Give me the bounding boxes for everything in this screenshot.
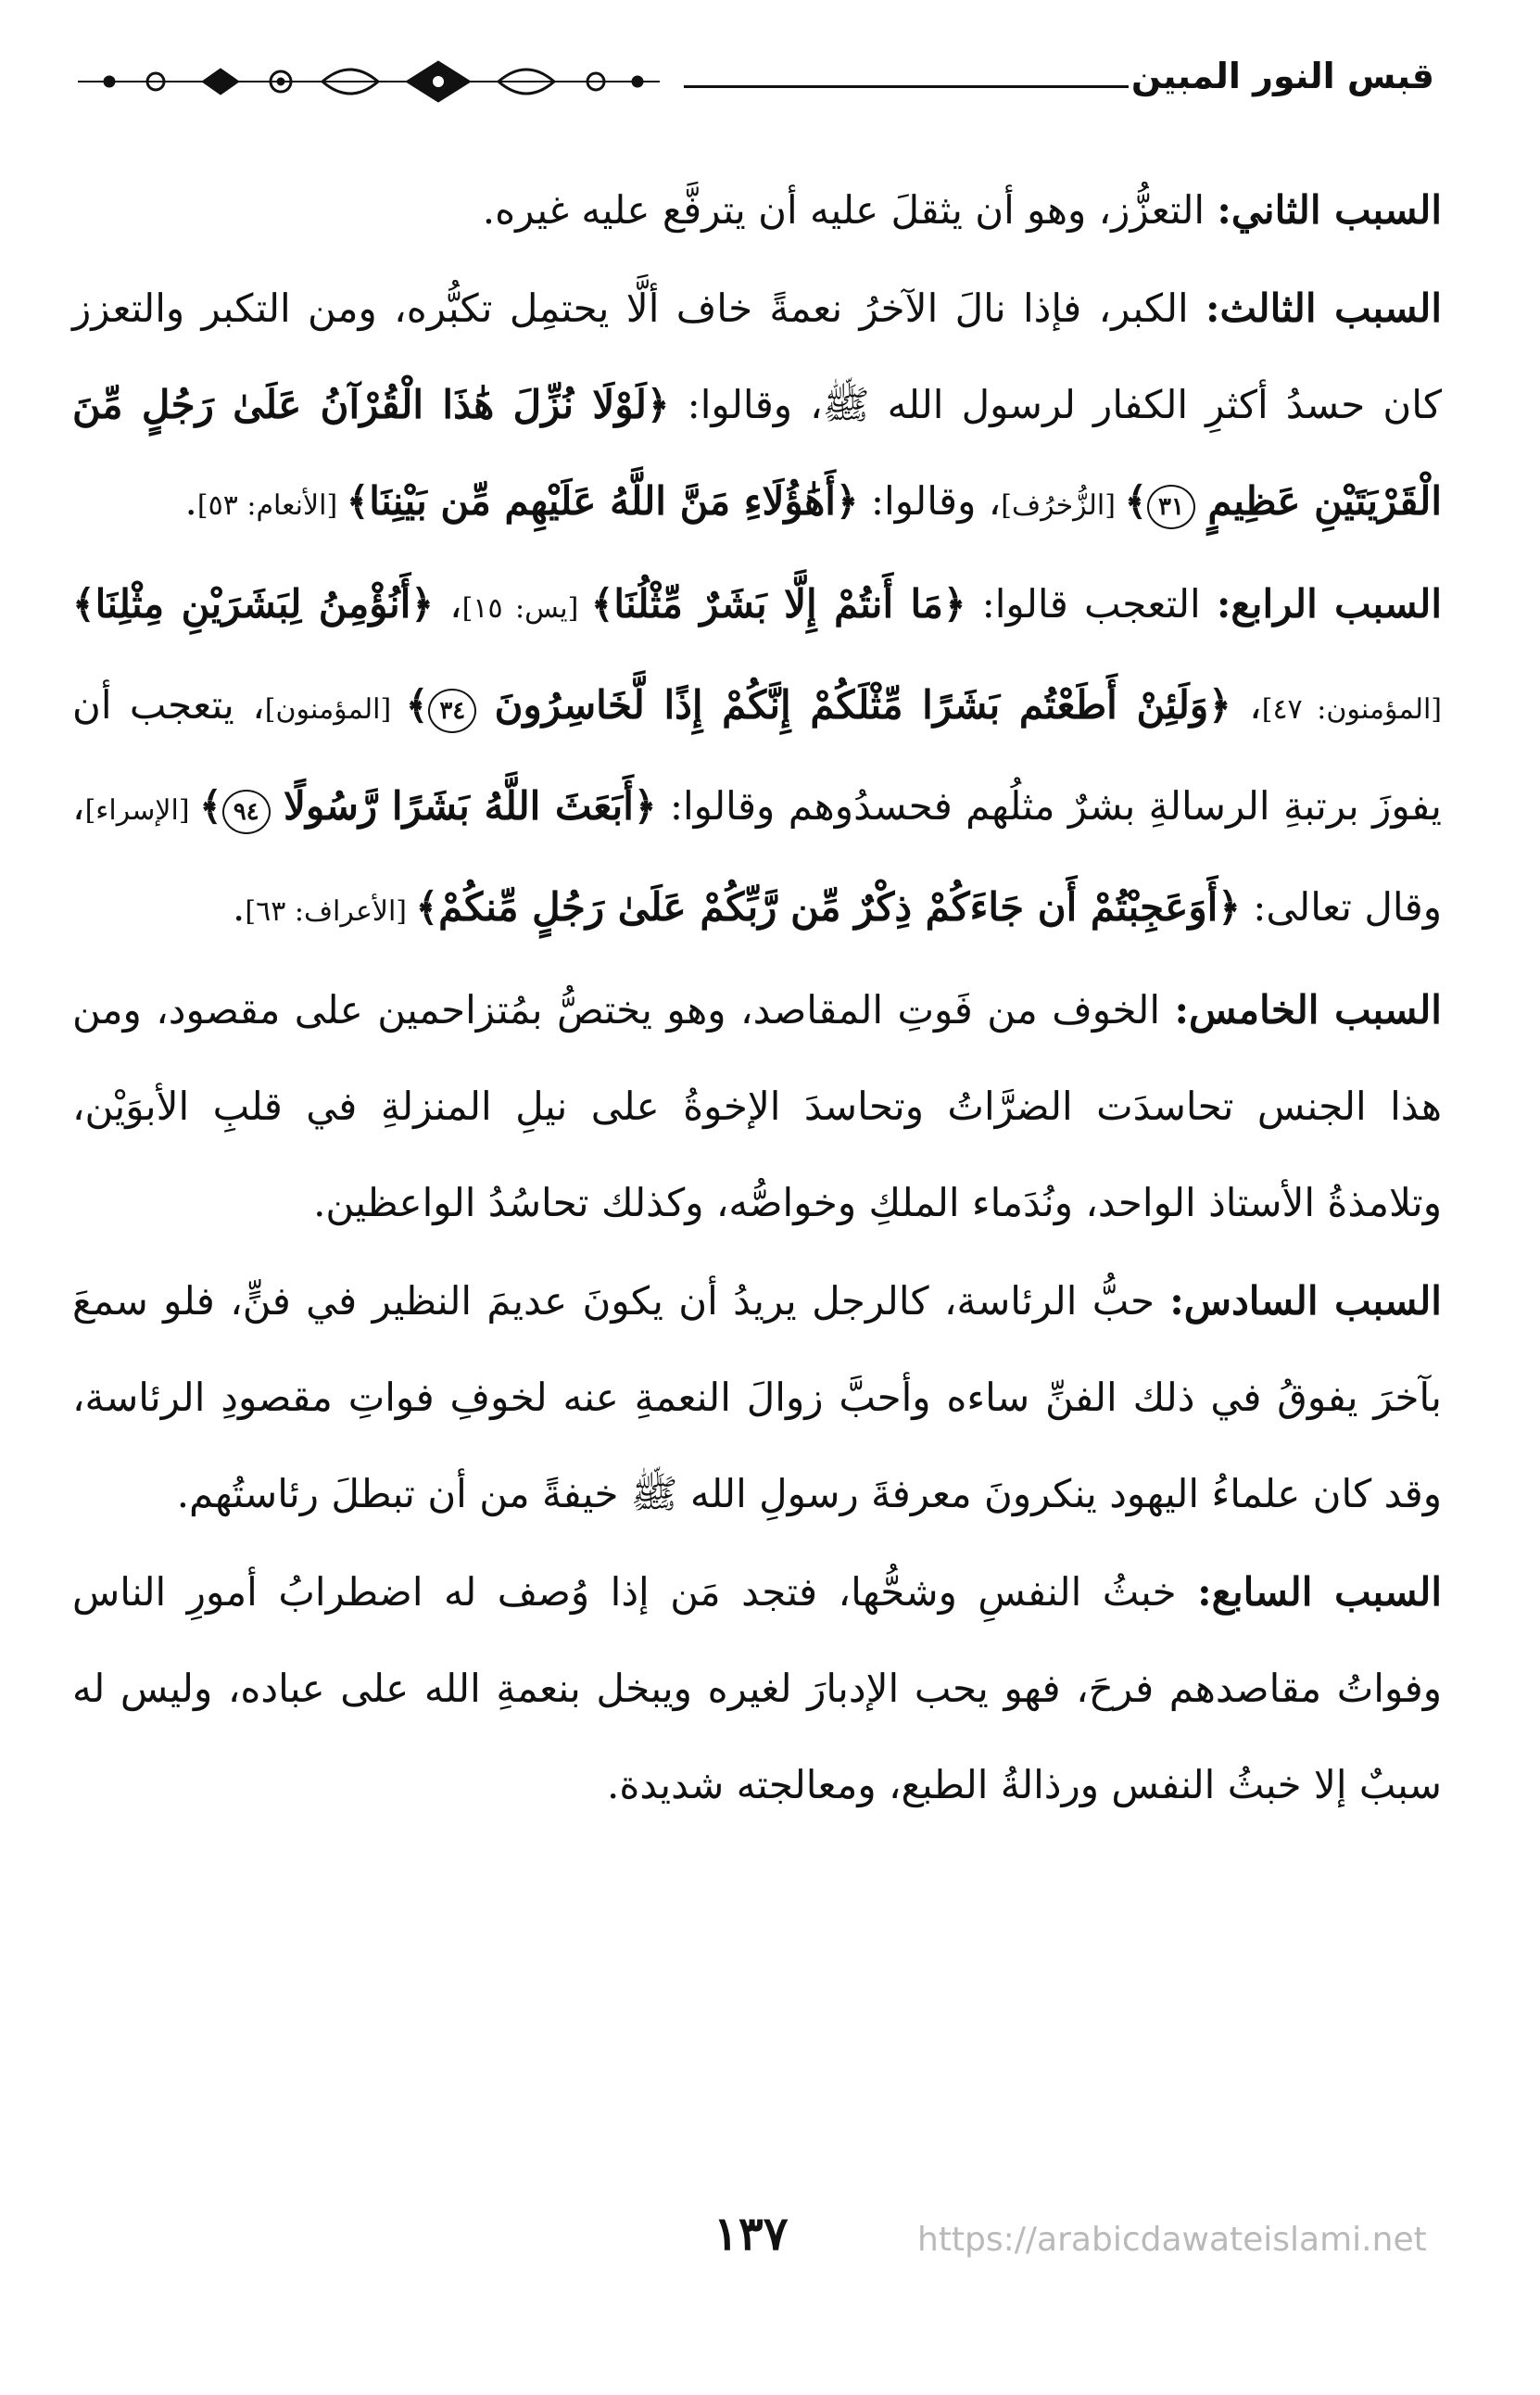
- paragraph-text: ،: [433, 581, 462, 627]
- paragraph-text: ، وقال تعالى:: [72, 783, 1442, 930]
- paragraph-reason-3: [72, 260, 1442, 554]
- paragraph-text: التعجب قالوا:: [966, 581, 1217, 627]
- paragraph-text: الخوف من فَوتِ المقاصد، وهو يختصُّ بمُتزاحمين على مقصود، ومن هذا الجنس تحاسدَت الضرَّاتُ وتحاسدَ الإخوةُ على نيلِ المنزلةِ في قلبِ الأبوَيْن، وتلامذةُ الأستاذ الواحد، ونُدَماء الملكِ وخواصُّه، وكذلك تحاسُدُ الواعظين.: [72, 987, 1442, 1225]
- reason-label: السبب الخامس:: [1174, 987, 1442, 1033]
- reason-label: السبب السابع:: [1197, 1569, 1443, 1615]
- reason-label: السبب السادس:: [1169, 1278, 1442, 1324]
- page-header: [72, 48, 1434, 122]
- quran-verse: ﴿أَبَعَثَ اللَّهُ بَشَرًا رَّسُولًا: [284, 783, 657, 829]
- verse-reference: [يس: ١٥]: [461, 592, 591, 625]
- watermark-url: https://arabicdawateislami.net: [917, 2221, 1427, 2259]
- paragraph-text: حبُّ الرئاسة، كالرجل يريدُ أن يكونَ عديمَ النظير في فنٍّ، فلو سمعَ بآخرَ يفوقُ في ذلك الفنِّ ساءه وأحبَّ زوالَ النعمةِ عنه لخوفِ فواتِ مقصودِ الرئاسة، وقد كان علماءُ اليهود ينكرونَ معرفةَ رسولِ الله ﷺ خيفةً من أن تبطلَ رئاستُهم.: [72, 1278, 1442, 1516]
- header-rule: [684, 85, 1129, 88]
- page-number: ١٣٧: [713, 2206, 789, 2261]
- verse-reference: [المؤمنون]: [264, 693, 406, 726]
- quran-verse: ﴿أَنُؤْمِنُ لِبَشَرَيْنِ مِثْلِنَا﴾: [72, 581, 434, 627]
- quran-verse: ﴿أَوَعَجِبْتُمْ أَن جَاءَكُمْ ذِكْرٌ مِّن رَّبِّكُمْ عَلَىٰ رَجُلٍ مِّنكُمْ﴾: [415, 884, 1241, 930]
- verse-reference: [الإسراء]: [84, 794, 200, 827]
- quran-bracket: ﴾: [405, 682, 429, 728]
- verse-reference: [الزُّخرُف]: [1001, 489, 1125, 522]
- quran-verse: ﴿مَا أَنتُمْ إِلَّا بَشَرٌ مِّثْلُنَا﴾: [590, 581, 966, 627]
- paragraph-reason-6: [72, 1253, 1442, 1542]
- paragraph-text: التعزُّز، وهو أن يثقلَ عليه أن يترفَّع عليه غيره.: [482, 187, 1218, 233]
- paragraph-text: .: [233, 884, 246, 930]
- quran-bracket: ﴾: [199, 783, 222, 829]
- ayah-number: ٩٤: [222, 790, 271, 834]
- quran-verse: ﴿لَوْلَا نُزِّلَ هَٰذَا الْقُرْآنُ عَلَىٰ رَجُلٍ مِّنَ الْقَرْيَتَيْنِ عَظِيمٍ: [72, 382, 1442, 524]
- ayah-number: ٣١: [1147, 485, 1195, 529]
- paragraph-text: .: [184, 478, 197, 524]
- reason-label: السبب الثالث:: [1205, 285, 1443, 331]
- paragraph-reason-4: [72, 556, 1442, 960]
- paragraph-reason-2: [72, 162, 1442, 259]
- page-body: [72, 162, 1442, 1835]
- quran-verse: ﴿وَلَئِنْ أَطَعْتُم بَشَرًا مِّثْلَكُمْ إِنَّكُمْ إِذًا لَّخَاسِرُونَ: [494, 682, 1231, 728]
- paragraph-text: خبثُ النفسِ وشحُّها، فتجد مَن إذا وُصف له اضطرابُ أمورِ الناس وفواتُ مقاصدهم فرحَ، فهو يحب الإدبارَ لغيره ويبخل بنعمةِ الله على عباده، وليس له سببٌ إلا خبثُ النفس ورذالةُ الطبع، ومعالجته شديدة.: [72, 1569, 1442, 1807]
- paragraph-text: الكبر، فإذا نالَ الآخرُ نعمةً خاف ألَّا يحتمِل تكبُّره، ومن التكبر والتعزز كان حسدُ أكثرِ الكفار لرسول الله ﷺ، وقالوا:: [72, 285, 1442, 427]
- verse-reference: [المؤمنون: ٤٧]: [1261, 693, 1443, 726]
- verse-reference: [الأعراف: ٦٣]: [245, 895, 416, 928]
- paragraph-text: ، وقالوا:: [858, 478, 1002, 524]
- paragraph-text: ، يتعجب أن يفوزَ برتبةِ الرسالةِ بشرٌ مثلُهم فحسدُوهم وقالوا:: [72, 682, 1442, 829]
- header-ornament-icon: [72, 54, 665, 109]
- paragraph-text: ،: [1231, 682, 1262, 728]
- quran-bracket: ﴾: [1124, 478, 1148, 524]
- paragraph-reason-5: [72, 962, 1442, 1251]
- running-title: قبس النور المبين: [1130, 56, 1434, 96]
- paragraph-reason-7: [72, 1544, 1442, 1833]
- reason-label: السبب الثاني:: [1217, 187, 1442, 233]
- reason-label: السبب الرابع:: [1216, 581, 1443, 627]
- ayah-number: ٣٤: [428, 689, 476, 733]
- verse-reference: [الأنعام: ٥٣]: [196, 489, 347, 522]
- quran-verse: ﴿أَهَٰؤُلَاءِ مَنَّ اللَّهُ عَلَيْهِم مِّن بَيْنِنَا﴾: [346, 478, 859, 524]
